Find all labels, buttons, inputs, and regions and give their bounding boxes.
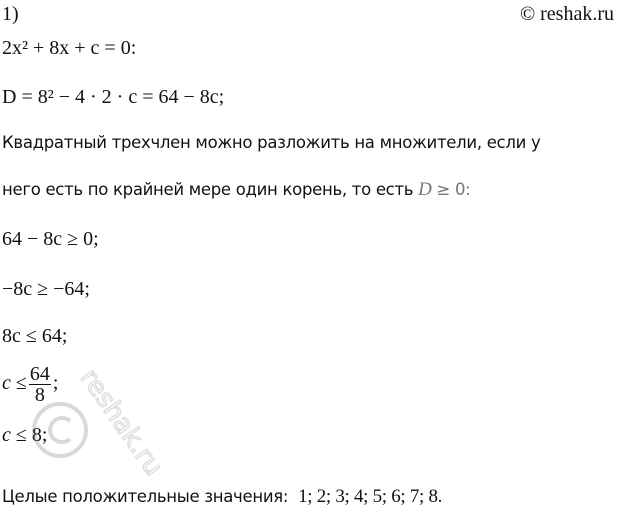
fraction-denominator: 8 [34, 384, 45, 406]
answer [2, 486, 442, 508]
explanation-line-1: Квадратный трехчлен можно разложить на множители, если у [2, 133, 541, 152]
fraction-numerator: 64 [29, 363, 50, 385]
inequality-3: 8c ≤ 64; [2, 325, 68, 347]
discriminant: D = 8² − 4 · 2 · c = 64 − 8c; [2, 86, 225, 108]
equation: 2x² + 8x + c = 0: [2, 37, 137, 59]
answer-values: 1; 2; 3; 4; 5; 6; 7; 8. [298, 486, 443, 507]
inequality-2: −8c ≥ −64; [2, 278, 90, 300]
copyright: © reshak.ru [519, 3, 614, 25]
inequality-1: 64 − 8c ≥ 0; [2, 228, 99, 250]
inequality-4: c ≤ $\frac{64}{8}$ ; [2, 363, 59, 406]
inequality-5: c ≤ 8; [2, 424, 48, 446]
problem-number: 1) [2, 3, 19, 25]
explanation-line-2: него есть по крайней мере один корень, то есть D ≥ 0: [2, 179, 471, 200]
svg-text:reshak.ru: reshak.ru [73, 363, 169, 482]
answer-label: Целые положительные значения: [2, 487, 289, 506]
